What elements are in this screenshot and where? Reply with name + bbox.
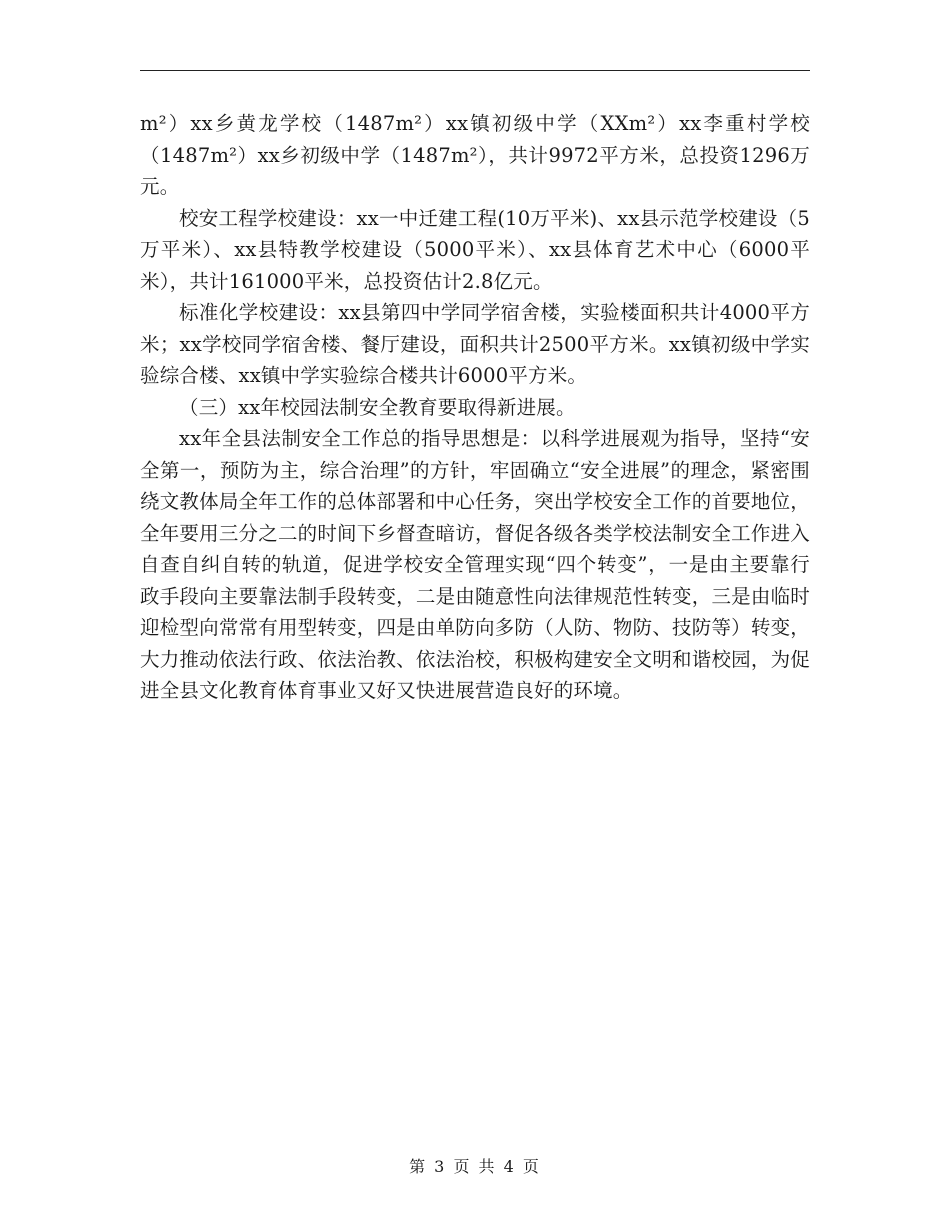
paragraph-guiding-ideology: xx年全县法制安全工作总的指导思想是：以科学进展观为指导，坚持“安全第一，预防为主，综合治理”的方针，牢固确立“安全进展”的理念，紧密围绕文教体局全年工作的总体部署和中心任务，突出学校安全工作的首要地位，全年要用三分之二的时间下乡督查暗访，督促各级各类学校法制安全工作进入自查自纠自转的轨道，促进学校安全管理实现“四个转变”，一是由主要靠行政手段向主要靠法制手段转变，二是由随意性向法律规范性转变，三是由临时迎检型向常常有用型转变，四是由单防向多防（人防、物防、技防等）转变，大力推动依法行政、依法治教、依法治校，积极构建安全文明和谐校园，为促进全县文化教育体育事业又好又快进展营造良好的环境。: [140, 427, 810, 702]
paragraph-safety-project: 校安工程学校建设：xx一中迁建工程(10万平米)、xx县示范学校建设（5万平米）、xx县特教学校建设（5000平米）、xx县体育艺术中心（6000平米），共计161000平米，总投资估计2.8亿元。: [140, 206, 810, 293]
header-rule: [140, 70, 810, 71]
document-body: [140, 108, 810, 707]
page-number-footer: 第 3 页 共 4 页: [409, 1157, 541, 1176]
section-heading-legal-safety: （三）xx年校园法制安全教育要取得新进展。: [179, 395, 576, 419]
paragraph-school-list: m²）xx乡黄龙学校（1487m²）xx镇初级中学（XXm²）xx李重村学校（1487m²）xx乡初级中学（1487m²），共计9972平方米，总投资1296万元。: [140, 112, 810, 198]
paragraph-standard-schools: 标准化学校建设：xx县第四中学同学宿舍楼，实验楼面积共计4000平方米；xx学校同学宿舍楼、餐厅建设，面积共计2500平方米。xx镇初级中学实验综合楼、xx镇中学实验综合楼共计6000平方米。: [140, 301, 810, 387]
